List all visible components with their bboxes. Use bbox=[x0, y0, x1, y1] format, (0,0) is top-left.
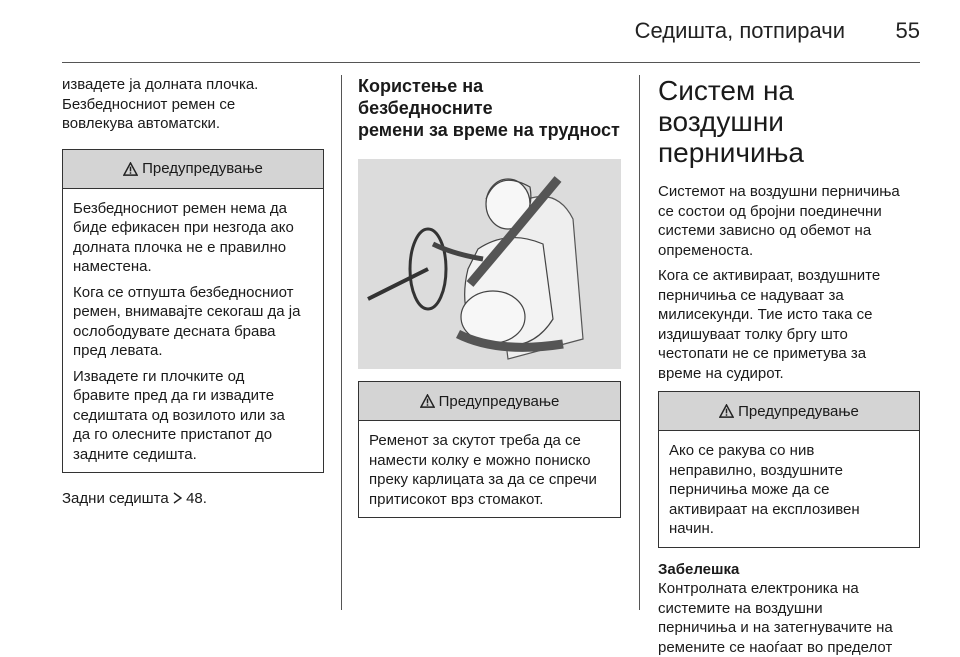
text-line: перничиња може да се bbox=[669, 481, 830, 498]
warning-paragraph bbox=[669, 441, 909, 539]
text-line: Користење на безбедносните bbox=[358, 76, 493, 118]
text-line: бравите пред да ги извадите bbox=[73, 387, 275, 404]
column-3 bbox=[658, 75, 920, 657]
warning-body bbox=[63, 189, 323, 473]
intro-text bbox=[62, 75, 324, 134]
text-line: Ако се ракува со нив bbox=[669, 442, 815, 459]
text-line: вовлекува автоматски. bbox=[62, 115, 221, 132]
rear-seats-reference bbox=[62, 489, 324, 509]
warning-triangle-icon bbox=[719, 404, 734, 418]
text-line: ремен, внимавајте секогаш да ја bbox=[73, 303, 301, 320]
warning-triangle-icon bbox=[420, 394, 435, 408]
reference-link[interactable]: 48. bbox=[186, 490, 207, 507]
column-divider-1 bbox=[341, 75, 342, 610]
text-line: Системот на воздушни перничиња bbox=[658, 183, 900, 200]
text-line: Извадете ги плочките од bbox=[73, 367, 245, 385]
warning-box bbox=[62, 149, 324, 474]
text-line: задните седишта. bbox=[73, 445, 197, 463]
warning-body bbox=[359, 421, 620, 517]
note-title: Забелешка bbox=[658, 560, 740, 578]
warning-triangle-icon bbox=[123, 162, 138, 176]
text-line: време на судирот. bbox=[658, 364, 784, 382]
text-line: Ременот за скутот треба да се bbox=[369, 432, 581, 449]
section-heading-airbags bbox=[658, 75, 920, 168]
text-line: намести колку е можно пониско bbox=[369, 451, 591, 469]
warning-paragraph bbox=[73, 367, 313, 465]
text-line: ослободувате десната брава bbox=[73, 322, 276, 340]
airbag-paragraph-1 bbox=[658, 182, 920, 260]
text-line: неправилно, воздушните bbox=[669, 461, 844, 479]
page-header bbox=[0, 0, 960, 62]
text-line: издишуваат толку бргу што bbox=[658, 325, 848, 343]
pregnant-driver-illustration bbox=[358, 159, 621, 369]
text-line: Безбедносниот ремен се bbox=[62, 95, 236, 113]
warning-title: Предупредување bbox=[438, 392, 560, 410]
warning-paragraph bbox=[369, 431, 610, 509]
text-line: Кога се отпушта безбедносниот bbox=[73, 283, 294, 301]
seatbelt-pregnancy-image bbox=[358, 159, 621, 369]
text-line: Кога се активираат, воздушните bbox=[658, 267, 881, 284]
text-line: Систем на воздушни bbox=[658, 75, 795, 137]
warning-body bbox=[659, 431, 919, 547]
page-reference-arrow-icon bbox=[173, 490, 186, 507]
section-heading-pregnancy bbox=[358, 75, 621, 141]
text-line: извадете ја долната плочка. bbox=[62, 76, 259, 93]
column-2 bbox=[358, 75, 621, 518]
text-line: притисокот врз стомакот. bbox=[369, 490, 544, 508]
warning-title: Предупредување bbox=[142, 160, 263, 177]
text-line: Контролната електроника на bbox=[658, 580, 859, 597]
text-line: милисекунди. Тие исто така се bbox=[658, 306, 873, 323]
text-line: честопати не се приметува за bbox=[658, 345, 867, 362]
text-line: се состои од бројни поединечни bbox=[658, 202, 882, 220]
section-title: Седишта, потпирачи bbox=[634, 18, 845, 43]
text-line: системи зависно од обемот на bbox=[658, 222, 872, 239]
note-text bbox=[658, 579, 920, 657]
text-line: начин. bbox=[669, 520, 714, 537]
warning-paragraph bbox=[73, 199, 313, 277]
text-line: наместена. bbox=[73, 258, 152, 275]
page-number: 55 bbox=[895, 18, 920, 43]
text-line: системите на воздушни bbox=[658, 599, 823, 617]
text-line: опременоста. bbox=[658, 241, 754, 259]
column-1 bbox=[62, 75, 324, 509]
warning-title: Предупредување bbox=[738, 402, 859, 420]
header-rule bbox=[62, 62, 920, 63]
warning-box bbox=[658, 391, 920, 548]
airbag-paragraph-2 bbox=[658, 266, 920, 383]
text-line: перничиња се надуваат за bbox=[658, 286, 844, 304]
text-line: активираат на експлозивен bbox=[669, 500, 860, 518]
warning-box bbox=[358, 381, 621, 518]
text-line: седиштата од возилото или за bbox=[73, 406, 285, 424]
text-line: перничиња и на затегнувачите на bbox=[658, 619, 893, 636]
warning-header bbox=[359, 382, 620, 421]
text-line: биде ефикасен при незгода ако bbox=[73, 219, 294, 236]
text-line: перничиња bbox=[658, 137, 804, 168]
warning-header bbox=[63, 150, 323, 189]
column-divider-2 bbox=[639, 75, 640, 610]
warning-header bbox=[659, 392, 919, 431]
text-line: преку карлицата за да се спречи bbox=[369, 471, 597, 488]
text-line: ремени за време на трудност bbox=[358, 120, 620, 140]
text-line: да го олесните пристапот до bbox=[73, 426, 273, 443]
text-line: пред левата. bbox=[73, 342, 163, 359]
text-line: ремените се наоѓаат во пределот bbox=[658, 638, 893, 656]
warning-paragraph bbox=[73, 283, 313, 361]
text-line: Безбедносниот ремен нема да bbox=[73, 199, 287, 217]
text-line: долната плочка не е правилно bbox=[73, 238, 287, 256]
reference-label: Задни седишта bbox=[62, 490, 169, 507]
